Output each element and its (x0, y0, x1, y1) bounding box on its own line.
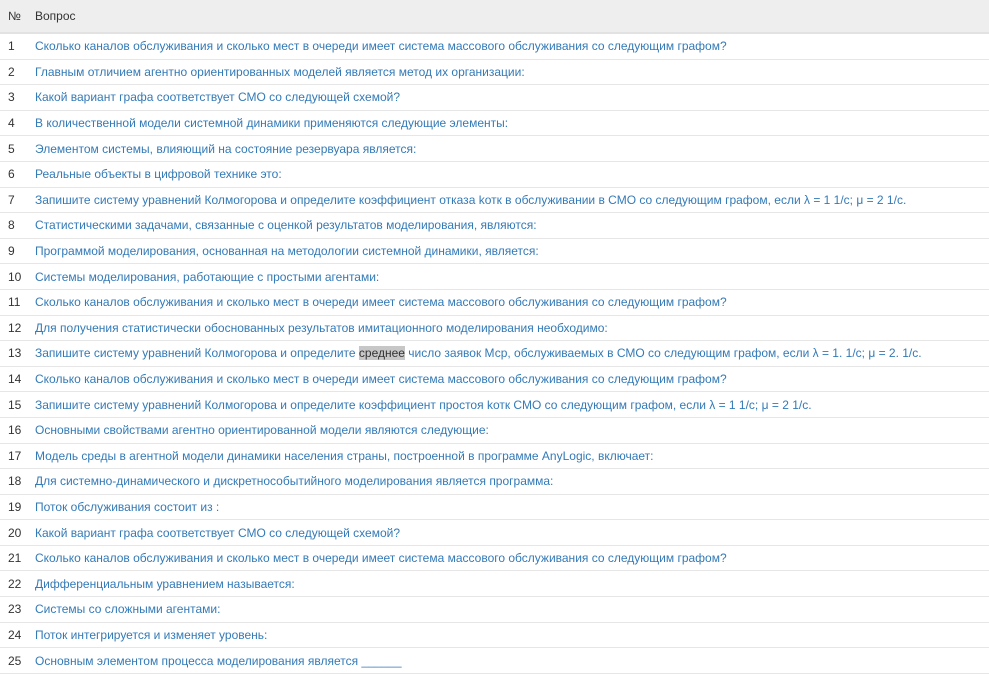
table-row (0, 315, 989, 341)
question-link[interactable] (35, 372, 727, 386)
question-text: Главным отличием агентно ориентированных моделей является метод их организации: (35, 64, 525, 79)
row-number: 5 (0, 136, 35, 162)
highlighted-text: среднее (358, 346, 405, 361)
question-text: Сколько каналов обслуживания и сколько мест в очереди имеет система массового обслуживания со следующим графом? (35, 39, 727, 54)
question-cell (35, 443, 989, 469)
row-number: 10 (0, 264, 35, 290)
question-text: Элементом системы, влияющий на состояние резервуара является: (35, 141, 417, 156)
table-row (0, 597, 989, 623)
question-link[interactable] (35, 321, 608, 335)
question-cell (35, 469, 989, 495)
question-link[interactable] (35, 577, 295, 591)
question-cell (35, 494, 989, 520)
question-text: Поток интегрируется и изменяет уровень: (35, 627, 268, 642)
table-row (0, 494, 989, 520)
question-text: Сколько каналов обслуживания и сколько мест в очереди имеет система массового обслуживания со следующим графом? (35, 295, 727, 310)
question-link[interactable] (35, 602, 220, 616)
row-number: 4 (0, 110, 35, 136)
table-row (0, 264, 989, 290)
question-cell (35, 264, 989, 290)
table-row (0, 520, 989, 546)
table-row (0, 238, 989, 264)
row-number: 17 (0, 443, 35, 469)
question-link[interactable] (35, 628, 267, 642)
row-number: 3 (0, 85, 35, 111)
row-number: 1 (0, 33, 35, 59)
question-link[interactable] (35, 346, 922, 360)
row-number: 9 (0, 238, 35, 264)
question-cell (35, 33, 989, 59)
question-link[interactable] (35, 526, 400, 540)
question-cell (35, 341, 989, 367)
row-number: 21 (0, 545, 35, 571)
table-row (0, 85, 989, 111)
question-cell (35, 238, 989, 264)
question-link[interactable] (35, 116, 508, 130)
question-text: Запишите систему уравнений Колмогорова и определите коэффициент простоя kотк СМО со следующим графом, если λ = 1 1/c; μ = 2 1/c. (35, 397, 812, 412)
table-row (0, 469, 989, 495)
question-text: Для системно-динамического и дискретнособытийного моделирования является программа: (35, 474, 554, 489)
question-cell (35, 85, 989, 111)
question-text: Сколько каналов обслуживания и сколько мест в очереди имеет система массового обслуживания со следующим графом? (35, 551, 727, 566)
question-cell (35, 59, 989, 85)
question-cell (35, 545, 989, 571)
row-number: 22 (0, 571, 35, 597)
question-text: число заявок Мср, обслуживаемых в СМО со следующим графом, если λ = 1. 1/c; μ = 2. 1/c. (404, 346, 922, 361)
question-link[interactable] (35, 551, 727, 565)
question-cell (35, 110, 989, 136)
question-cell (35, 187, 989, 213)
row-number: 6 (0, 161, 35, 187)
question-text: Запишите систему уравнений Колмогорова и определите (35, 346, 359, 361)
question-cell (35, 213, 989, 239)
row-number: 8 (0, 213, 35, 239)
question-cell (35, 520, 989, 546)
question-link[interactable] (35, 142, 416, 156)
question-text: Статистическими задачами, связанные с оценкой результатов моделирования, являются: (35, 218, 537, 233)
question-text: Запишите систему уравнений Колмогорова и определите коэффициент отказа kотк в обслуживании в СМО со следующим графом, если λ = 1 1/c; μ = 2 1/c. (35, 192, 907, 207)
question-link[interactable] (35, 654, 402, 668)
question-text: Поток обслуживания состоит из : (35, 499, 220, 514)
row-number: 18 (0, 469, 35, 495)
table-row (0, 59, 989, 85)
table-row (0, 136, 989, 162)
table-row (0, 187, 989, 213)
question-cell (35, 622, 989, 648)
question-cell (35, 161, 989, 187)
question-text: В количественной модели системной динамики применяются следующие элементы: (35, 116, 509, 131)
table-row (0, 366, 989, 392)
column-header-number: № (0, 0, 35, 33)
question-link[interactable] (35, 90, 400, 104)
question-text: Сколько каналов обслуживания и сколько мест в очереди имеет система массового обслуживания со следующим графом? (35, 372, 727, 387)
question-link[interactable] (35, 474, 553, 488)
question-text: Основными свойствами агентно ориентированной модели являются следующие: (35, 423, 489, 438)
table-row (0, 571, 989, 597)
question-text: Какой вариант графа соответствует СМО со следующей схемой? (35, 525, 400, 540)
table-body (0, 33, 989, 673)
question-cell (35, 648, 989, 674)
question-link[interactable] (35, 218, 537, 232)
table-row (0, 622, 989, 648)
question-link[interactable] (35, 295, 727, 309)
question-link[interactable] (35, 193, 906, 207)
question-link[interactable] (35, 167, 282, 181)
question-link[interactable] (35, 244, 539, 258)
question-link[interactable] (35, 423, 489, 437)
question-text: Системы моделирования, работающие с простыми агентами: (35, 269, 380, 284)
question-text: Модель среды в агентной модели динамики населения страны, построенной в программе AnyLogic, включает: (35, 448, 654, 463)
question-text: Программой моделирования, основанная на методологии системной динамики, является: (35, 244, 539, 259)
question-link[interactable] (35, 65, 525, 79)
table-row (0, 417, 989, 443)
table-row (0, 33, 989, 59)
question-cell (35, 289, 989, 315)
row-number: 12 (0, 315, 35, 341)
row-number: 11 (0, 289, 35, 315)
question-cell (35, 597, 989, 623)
table-row (0, 443, 989, 469)
table-header-row (0, 0, 989, 33)
table-row (0, 289, 989, 315)
question-cell (35, 571, 989, 597)
question-cell (35, 366, 989, 392)
question-text: Какой вариант графа соответствует СМО со следующей схемой? (35, 90, 400, 105)
question-text: Основным элементом процесса моделирования является ______ (35, 653, 402, 668)
question-link[interactable] (35, 398, 812, 412)
question-cell (35, 417, 989, 443)
question-link[interactable] (35, 449, 654, 463)
row-number: 24 (0, 622, 35, 648)
question-cell (35, 136, 989, 162)
table-row (0, 213, 989, 239)
table-row (0, 648, 989, 674)
question-cell (35, 315, 989, 341)
question-text: Системы со сложными агентами: (35, 602, 221, 617)
table-row (0, 545, 989, 571)
row-number: 20 (0, 520, 35, 546)
question-text: Дифференциальным уравнением называется: (35, 576, 295, 591)
question-link[interactable] (35, 270, 379, 284)
row-number: 25 (0, 648, 35, 674)
question-text: Для получения статистически обоснованных результатов имитационного моделирования необходимо: (35, 320, 608, 335)
row-number: 15 (0, 392, 35, 418)
question-link[interactable] (35, 500, 219, 514)
question-cell (35, 392, 989, 418)
question-link[interactable] (35, 39, 727, 53)
column-header-question: Вопрос (35, 0, 989, 33)
question-text: Реальные объекты в цифровой технике это: (35, 167, 282, 182)
row-number: 14 (0, 366, 35, 392)
row-number: 13 (0, 341, 35, 367)
table-row (0, 110, 989, 136)
row-number: 16 (0, 417, 35, 443)
row-number: 19 (0, 494, 35, 520)
row-number: 2 (0, 59, 35, 85)
row-number: 7 (0, 187, 35, 213)
table-row (0, 392, 989, 418)
table-row (0, 341, 989, 367)
row-number: 23 (0, 597, 35, 623)
table-row (0, 161, 989, 187)
